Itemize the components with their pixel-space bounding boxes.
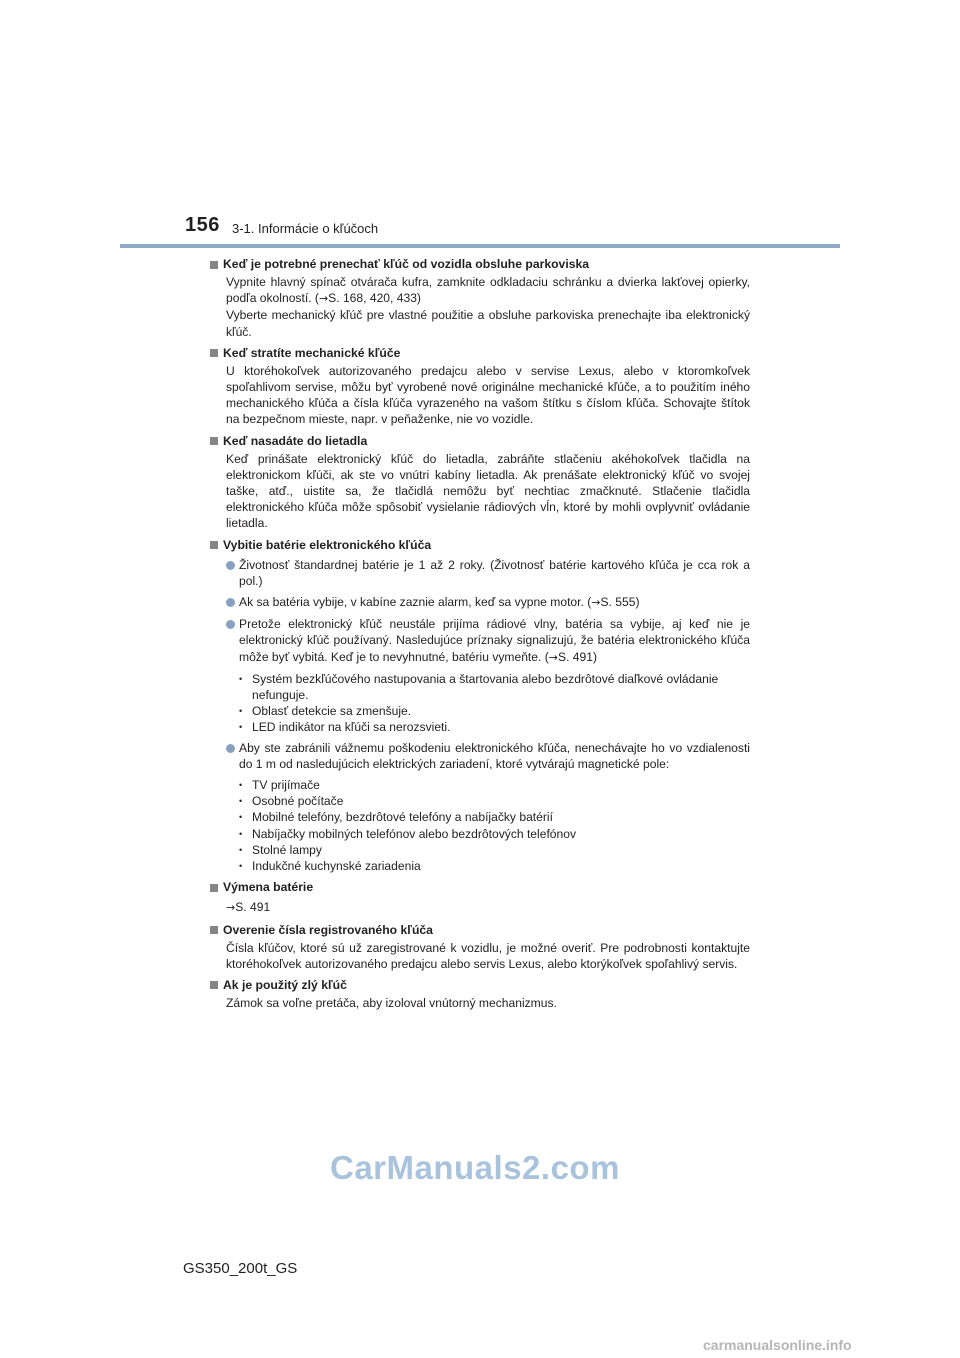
section-battery-replacement bbox=[210, 879, 750, 916]
dot-icon: • bbox=[239, 796, 243, 807]
section-title: 3-1. Informácie o kľúčoch bbox=[232, 221, 379, 236]
paragraph bbox=[210, 899, 750, 916]
circle-bullet-icon bbox=[226, 620, 235, 629]
paragraph: U ktoréhokoľvek autorizovaného predajcu alebo v servise Lexus, alebo v ktoromkoľvek spoľahlivom servise, môžu byť vyrobené nové originálne mechanické kľúče, a to použitím iného mechanického kľúča a čísla kľúča vyrazeného na vašom štítku s číslom kľúča. Schovajte štítok na bezpečnom mieste, napr. v peňaženke, nie vo vozidle. bbox=[226, 363, 750, 427]
page-reference-link[interactable]: S. 168, 420, 433) bbox=[328, 291, 421, 306]
circle-bullet-icon bbox=[226, 744, 235, 753]
page-body bbox=[210, 256, 750, 1016]
page-reference-link[interactable]: S. 491) bbox=[558, 649, 597, 664]
footer-model-code: GS350_200t_GS bbox=[183, 1260, 298, 1277]
circle-bullet-icon bbox=[226, 561, 235, 570]
list-item: Životnosť štandardnej batérie je 1 až 2 roky. (Životnosť batérie kartového kľúča je cca rok a pol.) bbox=[210, 557, 750, 589]
symptom-list bbox=[210, 671, 750, 736]
list-item: • Mobilné telefóny, bezdrôtové telefóny a nabíjačky batérií bbox=[239, 810, 553, 825]
list-item: • Oblasť detekcie sa zmenšuje. bbox=[239, 704, 412, 719]
section-valet bbox=[210, 256, 750, 340]
circle-bullet-icon bbox=[226, 598, 235, 607]
paragraph: Čísla kľúčov, ktoré sú už zaregistrované k vozidlu, je možné overiť. Pre podrobnosti kontaktujte ktoréhokoľvek autorizovaného predajcu alebo servis Lexus, alebo ktorýkoľvek spoľahlivý servis. bbox=[226, 940, 750, 971]
section-lost-keys bbox=[210, 345, 750, 428]
section-heading: Overenie čísla registrovaného kľúča bbox=[223, 922, 433, 937]
section-wrong-key bbox=[210, 977, 750, 1011]
list-item: • Osobné počítače bbox=[239, 794, 344, 809]
watermark-logo[interactable]: CarManuals2.com bbox=[330, 1149, 620, 1186]
list-item: • Systém bezkľúčového nastupovania a štartovania alebo bezdrôtové diaľkové ovládanie nefunguje. bbox=[239, 671, 719, 703]
paragraph: Keď prinášate elektronický kľúč do lietadla, zabráňte stlačeniu akéhokoľvek tlačidla na elektronickom kľúči, ak ste vo vnútri kabíny lietadla. Ak prenášate elektronický kľúč vo svojej taške, atď., uistite sa, že tlačidlá nemôžu byť nechtiac zmačknuté. Stlačenie tlačidla elektronického kľúča môže spôsobiť vysielanie rádiových vĺn, ktoré by mohli ovplyvniť ovládanie lietadla. bbox=[226, 451, 750, 531]
page-reference-link[interactable]: S. 491 bbox=[235, 900, 271, 915]
section-heading: Keď je potrebné prenechať kľúč od vozidla obsluhe parkoviska bbox=[223, 257, 590, 271]
dot-icon: • bbox=[239, 722, 243, 733]
square-bullet-icon bbox=[210, 261, 218, 269]
arrow-icon: → bbox=[318, 292, 329, 306]
square-bullet-icon bbox=[210, 981, 218, 989]
square-bullet-icon bbox=[210, 884, 218, 892]
paragraph: Vypnite hlavný spínač otvárača kufra, zamknite odkladaciu schránku a dvierka lakťovej opierky, podľa okolností. (→S. 168, 420, 433) bbox=[226, 275, 750, 306]
page-number: 156 bbox=[185, 214, 220, 236]
list-item: Aby ste zabránili vážnemu poškodeniu elektronického kľúča, nenechávajte ho vo vzdialenosti do 1 m od nasledujúcich elektrických zariadení, ktoré vytvárajú magnetické pole: bbox=[210, 740, 750, 772]
device-list bbox=[210, 777, 750, 874]
arrow-icon: → bbox=[226, 901, 236, 915]
page-reference-link[interactable]: S. 555) bbox=[600, 595, 640, 610]
section-heading: Výmena batérie bbox=[223, 880, 314, 895]
header-divider bbox=[120, 244, 840, 248]
list-item: • LED indikátor na kľúči sa nerozsvieti. bbox=[239, 720, 451, 735]
section-heading: Ak je použitý zlý kľúč bbox=[223, 977, 347, 992]
list-item: Pretože elektronický kľúč neustále prijíma rádiové vlny, batéria sa vybije, aj keď nie je elektronický kľúč používaný. Nasledujúce príznaky signalizujú, že batéria elektronického kľúča môže byť vybitá. Keď je to nevyhnutné, batériu vymeňte. (→S. 491) bbox=[210, 616, 750, 666]
square-bullet-icon bbox=[210, 926, 218, 934]
arrow-icon: → bbox=[591, 596, 601, 610]
paragraph: Zámok sa voľne pretáča, aby izoloval vnútorný mechanizmus. bbox=[226, 995, 557, 1010]
section-heading: Keď nasadáte do lietadla bbox=[223, 433, 368, 448]
square-bullet-icon bbox=[210, 349, 218, 357]
dot-icon: • bbox=[239, 673, 243, 684]
list-item: • Nabíjačky mobilných telefónov alebo bezdrôtových telefónov bbox=[239, 826, 577, 841]
list-item: • Indukčné kuchynské zariadenia bbox=[239, 859, 421, 874]
square-bullet-icon bbox=[210, 541, 218, 549]
list-item: Ak sa batéria vybije, v kabíne zaznie alarm, keď sa vypne motor. (→S. 555) bbox=[210, 594, 750, 611]
list-item: • TV prijímače bbox=[239, 778, 320, 793]
list-item: • Stolné lampy bbox=[239, 842, 322, 857]
square-bullet-icon bbox=[210, 437, 218, 445]
dot-icon: • bbox=[239, 844, 243, 855]
paragraph: Vyberte mechanický kľúč pre vlastné použitie a obsluhe parkoviska prenechajte iba elektronický kľúč. bbox=[226, 308, 750, 339]
section-heading: Vybitie batérie elektronického kľúča bbox=[223, 537, 432, 552]
section-heading: Keď stratíte mechanické kľúče bbox=[223, 345, 401, 360]
arrow-icon: → bbox=[548, 650, 558, 664]
dot-icon: • bbox=[239, 861, 243, 872]
footer-watermark[interactable]: carmanualsonline.info bbox=[703, 1337, 852, 1353]
section-airplane bbox=[210, 433, 750, 532]
section-battery-depletion bbox=[210, 537, 750, 875]
dot-icon: • bbox=[239, 706, 243, 717]
dot-icon: • bbox=[239, 812, 243, 823]
dot-icon: • bbox=[239, 828, 243, 839]
section-key-number bbox=[210, 922, 750, 972]
dot-icon: • bbox=[239, 780, 243, 791]
